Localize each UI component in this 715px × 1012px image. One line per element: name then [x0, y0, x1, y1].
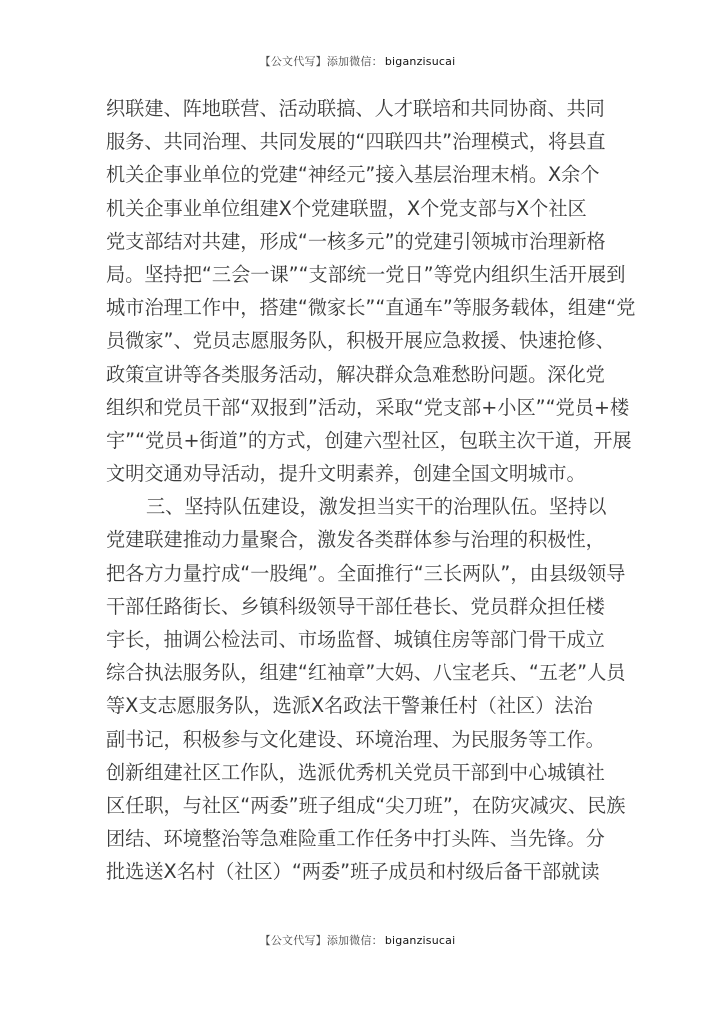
- text-line: 服务、共同治理、共同发展的“四联四共”治理模式，将县直: [106, 130, 606, 154]
- text-line: 批选送X名村（社区）“两委”班子成员和村级后备干部就读: [106, 860, 600, 884]
- text-line: 区任职，与社区“两委”班子组成“尖刀班”，在防灾减灾、民族: [106, 793, 626, 817]
- text-line: 城市治理工作中，搭建“微家长”“直通车”等服务载体，组建“党: [106, 296, 636, 320]
- text-line: 党建联建推动力量聚合，激发各类群体参与治理的积极性，: [106, 528, 605, 552]
- header-brand: 【公文代写】添加微信：: [259, 55, 383, 68]
- text-line: 宇”“党员+街道”的方式，创建六型社区，包联主次干道，开展: [106, 428, 632, 452]
- text-line: 综合执法服务队，组建“红袖章”大妈、八宝老兵、“五老”人员: [106, 661, 626, 685]
- text-line: 政策宣讲等各类服务活动，解决群众急难愁盼问题。深化党: [106, 362, 605, 386]
- text-line: 机关企事业单位的党建“神经元”接入基层治理末梢。X余个: [106, 163, 600, 187]
- footer-brand: 【公文代写】添加微信：: [259, 934, 383, 947]
- text-line: 组织和党员干部“双报到”活动，采取“党支部+小区”“党员+楼: [106, 395, 630, 419]
- document-body: [106, 92, 636, 889]
- text-line: 团结、环境整治等急难险重工作任务中打头阵、当先锋。分: [106, 827, 605, 851]
- page-footer: [0, 932, 715, 948]
- text-line: 创新组建社区工作队，选派优秀机关党员干部到中心城镇社: [106, 760, 605, 784]
- page-header: [0, 53, 715, 69]
- text-line: 机关企事业单位组建X个党建联盟，X个党支部与X个社区: [106, 196, 587, 220]
- text-line: 宇长，抽调公检法司、市场监督、城镇住房等部门骨干成立: [106, 628, 605, 651]
- text-line: 党支部结对共建，形成“一核多元”的党建引领城市治理新格: [106, 229, 606, 253]
- text-line: 文明交通劝导活动，提升文明素养，创建全国文明城市。: [106, 462, 586, 486]
- section-heading-line: 三、坚持队伍建设，激发担当实干的治理队伍。坚持以: [146, 495, 607, 519]
- text-line: 副书记，积极参与文化建设、环境治理、为民服务等工作。: [106, 727, 605, 751]
- text-line: 局。坚持把“三会一课”“支部统一党日”等党内组织生活开展到: [106, 262, 626, 286]
- header-wechat-id: biganzisucai: [384, 55, 456, 68]
- text-line: 把各方力量拧成“一股绳”。全面推行“三长两队”，由县级领导: [106, 561, 626, 585]
- text-line: 员微家”、党员志愿服务队，积极开展应急救援、快速抢修、: [106, 329, 615, 353]
- text-line: 织联建、阵地联营、活动联搞、人才联培和共同协商、共同: [106, 97, 605, 120]
- text-line: 干部任路街长、乡镇科级领导干部任巷长、党员群众担任楼: [106, 594, 605, 618]
- footer-wechat-id: biganzisucai: [384, 934, 456, 947]
- text-line: 等X支志愿服务队，选派X名政法干警兼任村（社区）法治: [106, 694, 593, 718]
